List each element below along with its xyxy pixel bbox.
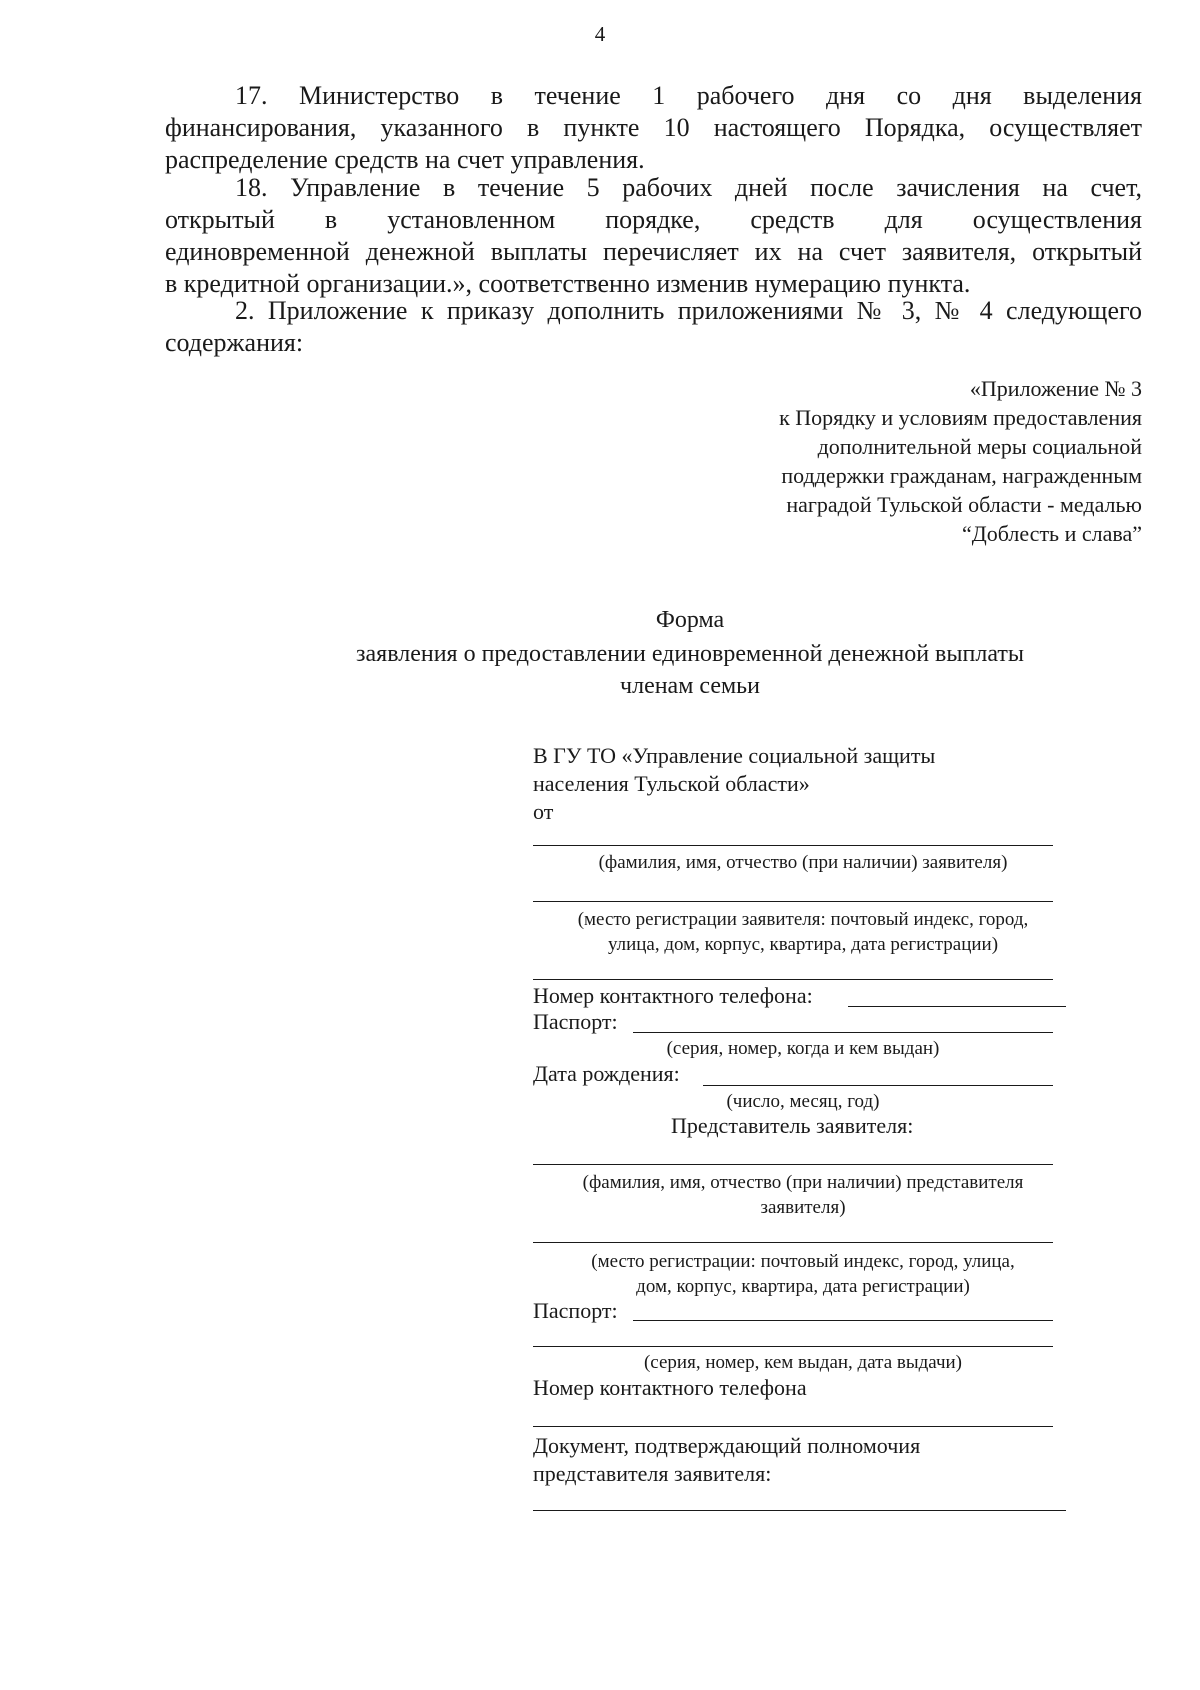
authority-document-label-2: представителя заявителя: [533, 1461, 772, 1486]
paragraph-18 [165, 172, 1142, 300]
representative-passport-label: Паспорт: [533, 1298, 618, 1323]
caption-representative-address-1: (место регистрации: почтовый индекс, город, улица, [591, 1251, 1015, 1272]
page-number: 4 [594, 22, 606, 46]
caption-passport: (серия, номер, когда и кем выдан) [666, 1038, 940, 1059]
appendix-line: “Доблесть и слава” [961, 521, 1142, 546]
appendix-header [642, 374, 1142, 548]
paragraph-2 [165, 295, 1142, 359]
birth-date-field[interactable] [703, 1085, 1053, 1086]
caption-applicant-address-2: улица, дом, корпус, квартира, дата регистрации) [607, 934, 999, 955]
appendix-line: дополнительной меры социальной [817, 434, 1142, 459]
form-title-line1: заявления о предоставлении единовременной денежной выплаты [356, 641, 1024, 667]
paragraph-17 [165, 80, 1142, 176]
from-label: от [533, 799, 554, 824]
caption-representative-address-2: дом, корпус, квартира, дата регистрации) [636, 1276, 970, 1297]
phone-field[interactable] [848, 1006, 1066, 1007]
caption-applicant-name: (фамилия, имя, отчество (при наличии) заявителя) [598, 852, 1008, 873]
passport-label: Паспорт: [533, 1009, 618, 1034]
authority-document-field[interactable] [533, 1510, 1066, 1511]
appendix-line: «Приложение № 3 [969, 376, 1142, 401]
representative-address-field[interactable] [533, 1242, 1053, 1243]
birth-date-label: Дата рождения: [533, 1061, 680, 1086]
representative-passport-field-2[interactable] [533, 1346, 1053, 1347]
applicant-address-field-2[interactable] [533, 979, 1053, 980]
applicant-name-field[interactable] [533, 845, 1053, 846]
caption-representative-passport: (серия, номер, кем выдан, дата выдачи) [643, 1352, 963, 1373]
representative-passport-field[interactable] [633, 1320, 1053, 1321]
paragraph-line: открытый в установленном порядке, средств для осуществления [165, 205, 1142, 234]
authority-document-label-1: Документ, подтверждающий полномочия [533, 1433, 921, 1458]
application-form [533, 742, 1073, 1522]
paragraph-line: содержания: [165, 328, 304, 357]
addressee-line2: населения Тульской области» [533, 771, 810, 796]
paragraph-line: распределение средств на счет управления. [165, 145, 645, 174]
addressee-line1: В ГУ ТО «Управление социальной защиты [533, 743, 936, 768]
paragraph-line: 17. Министерство в течение 1 рабочего дня со дня выделения [235, 81, 1142, 110]
phone-label: Номер контактного телефона: [533, 983, 813, 1008]
representative-phone-field[interactable] [533, 1426, 1053, 1427]
representative-heading: Представитель заявителя: [671, 1113, 914, 1138]
passport-field[interactable] [633, 1032, 1053, 1033]
representative-name-field[interactable] [533, 1164, 1053, 1165]
form-heading: Форма [655, 607, 725, 633]
form-title-line2: членам семьи [620, 673, 760, 699]
appendix-line: к Порядку и условиям предоставления [779, 405, 1142, 430]
appendix-line: наградой Тульской области - медалью [786, 492, 1142, 517]
paragraph-line: 2. Приложение к приказу дополнить приложениями № 3, № 4 следующего [235, 296, 1142, 325]
paragraph-line: единовременной денежной выплаты перечисляет их на счет заявителя, открытый [165, 237, 1142, 266]
paragraph-line: 18. Управление в течение 5 рабочих дней после зачисления на счет, [235, 173, 1142, 202]
caption-birth-date: (число, месяц, год) [726, 1091, 880, 1112]
caption-representative-name-2: заявителя) [760, 1197, 846, 1218]
appendix-line: поддержки гражданам, награжденным [781, 463, 1142, 488]
paragraph-line: в кредитной организации.», соответственно изменив нумерацию пункта. [165, 269, 971, 298]
paragraph-line: финансирования, указанного в пункте 10 настоящего Порядка, осуществляет [165, 113, 1142, 142]
caption-applicant-address-1: (место регистрации заявителя: почтовый индекс, город, [577, 909, 1029, 930]
representative-phone-label: Номер контактного телефона [533, 1375, 807, 1400]
applicant-address-field[interactable] [533, 901, 1053, 902]
caption-representative-name-1: (фамилия, имя, отчество (при наличии) представителя [582, 1172, 1024, 1193]
